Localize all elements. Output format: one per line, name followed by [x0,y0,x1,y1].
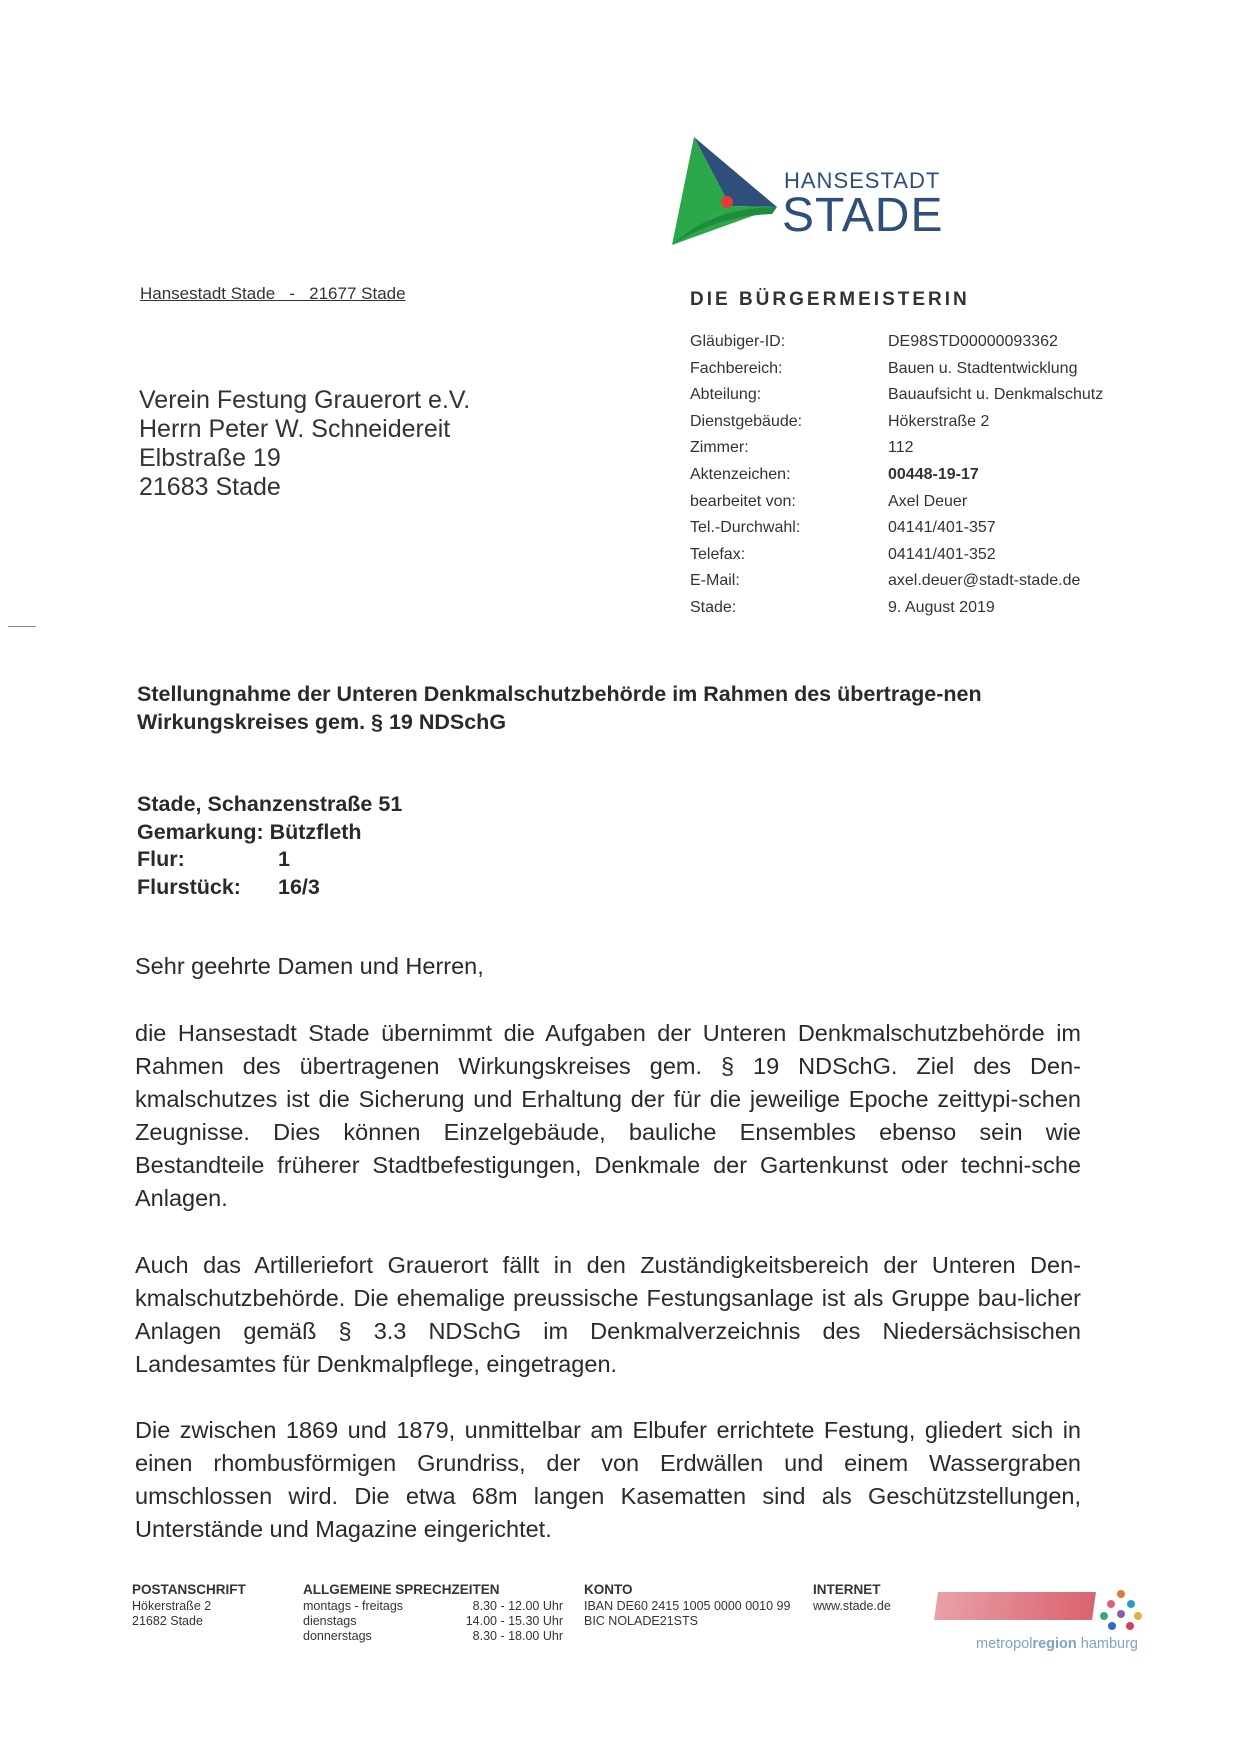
recipient-line: Verein Festung Grauerort e.V. [139,386,471,414]
info-value: 04141/401-352 [888,545,996,563]
file-reference-value: 00448-19-17 [888,465,979,483]
office-title: DIE BÜRGERMEISTERIN [690,289,970,310]
info-label: Fachbereich: [690,359,783,377]
property-location [137,791,402,901]
metropol-figures-icon [1096,1588,1146,1632]
hours-day: donnerstags [303,1629,372,1643]
recipient-address [139,386,470,502]
info-label: Tel.-Durchwahl: [690,519,801,537]
letter-greeting: Sehr geehrte Damen und Herren, [135,953,484,979]
info-label: Telefax: [690,545,746,563]
flurstueck-value: 16/3 [278,874,320,899]
footer-line: 21682 Stade [132,1614,203,1628]
footer-heading: INTERNET [813,1582,881,1597]
info-value: Axel Deuer [888,492,968,510]
footer-line: IBAN DE60 2415 1005 0000 0010 99 [584,1599,791,1613]
footer-bank-account [584,1582,790,1629]
letter-subject: Stellungnahme der Unteren Denkmalschutzbehörde im Rahmen des übertrage-nen Wirkungskreises gem. § 19 NDSchG [137,682,982,734]
info-value: DE98STD00000093362 [888,333,1058,350]
info-value: Hökerstraße 2 [888,412,990,430]
property-gemarkung: Gemarkung: Bützfleth [137,819,362,844]
info-value: 112 [888,439,914,457]
email-value: axel.deuer@stadt-stade.de [888,572,1081,590]
hours-row [303,1599,563,1614]
fold-mark [8,626,36,627]
footer-heading: ALLGEMEINE SPRECHZEITEN [303,1582,500,1597]
metropolregion-text [976,1636,1138,1652]
website-link[interactable]: www.stade.de [813,1599,891,1613]
flur-label: Flur: [137,847,185,871]
recipient-line: Herrn Peter W. Schneidereit [139,415,451,443]
info-label: Abteilung: [690,386,762,404]
footer-postal-address [132,1582,246,1629]
recipient-line: 21683 Stade [139,473,281,501]
property-flur [137,846,402,874]
logo-text-hansestadt: HANSESTADT [784,168,941,193]
info-label: Dienstgebäude: [690,412,803,430]
info-value: Bauen u. Stadtentwicklung [888,359,1078,377]
sender-address-line: Hansestadt Stade - 21677 Stade [140,284,406,303]
hansestadt-stade-logo [672,132,942,252]
hours-day: montags - freitags [303,1599,404,1613]
recipient-line: Elbstraße 19 [139,444,281,472]
footer-internet [813,1582,891,1614]
metro-text-part: metropol [976,1636,1033,1652]
info-label: E-Mail: [690,572,740,590]
metro-text-part: hamburg [1076,1636,1138,1652]
body-paragraph: Auch das Artilleriefort Grauerort fällt in den Zuständigkeitsbereich der Unteren Den-kmalschutzbehörde. Die ehemalige preussische Festungsanlage ist als Gruppe bau-licher Anlagen gemäß § 3.3 NDSchG im Denkmalverzeichnis des Niedersächsischen Landesamtes für Denkmalpflege, eingetragen. [135,1252,1081,1377]
hours-row [303,1629,563,1644]
footer-heading: POSTANSCHRIFT [132,1582,246,1597]
flurstueck-label: Flurstück: [137,874,241,899]
info-label: Stade: [690,598,737,616]
hours-time: 8.30 - 12.00 Uhr [472,1599,563,1613]
metropolregion-hamburg-logo [936,1588,1146,1658]
body-paragraph: die Hansestadt Stade übernimmt die Aufgaben der Unteren Denkmalschutzbehörde im Rahmen des übertragenen Wirkungskreises gem. § 19 NDSchG. Ziel des Den-kmalschutzes ist die Sicherung und Erhaltung der für die jeweilige Epoche zeittypi-schen Zeugnisse. Dies können Einzelgebäude, bauliche Ensembles ebenso sein wie Bestandteile früherer Stadtbefestigungen, Denkmale der Gartenkunst oder techni-sche Anlagen. [135,1020,1081,1211]
flur-value: 1 [278,847,290,871]
body-paragraph: Die zwischen 1869 und 1879, unmittelbar am Elbufer errichtete Festung, gliedert sich in einen rhombusförmigen Grundriss, der von Erdwällen und einem Wassergraben umschlossen wird. Die etwa 68m langen Kasematten sind als Geschützstellungen, Unterstände und Magazine eingerichtet. [135,1417,1081,1542]
logo-text-stade: STADE [782,189,944,242]
metro-text-part: region [1032,1636,1077,1652]
hours-time: 14.00 - 15.30 Uhr [465,1614,563,1628]
info-label: Aktenzeichen: [690,465,791,483]
footer-office-hours [303,1582,563,1644]
property-address: Stade, Schanzenstraße 51 [137,792,403,816]
info-label: Zimmer: [690,439,749,457]
info-label: bearbeitet von: [690,492,796,510]
hours-time: 8.30 - 18.00 Uhr [472,1629,563,1643]
hours-row [303,1614,563,1629]
date-value: 9. August 2019 [888,598,995,616]
info-value: 04141/401-357 [888,519,996,537]
hours-day: dienstags [303,1614,357,1628]
info-label: Gläubiger-ID: [690,333,786,350]
metropol-bar-graphic [934,1592,1096,1620]
footer-line: Hökerstraße 2 [132,1599,212,1613]
footer-line: BIC NOLADE21STS [584,1614,698,1628]
property-flurstueck [137,874,402,902]
info-value: Bauaufsicht u. Denkmalschutz [888,386,1104,404]
footer-heading: KONTO [584,1582,633,1597]
